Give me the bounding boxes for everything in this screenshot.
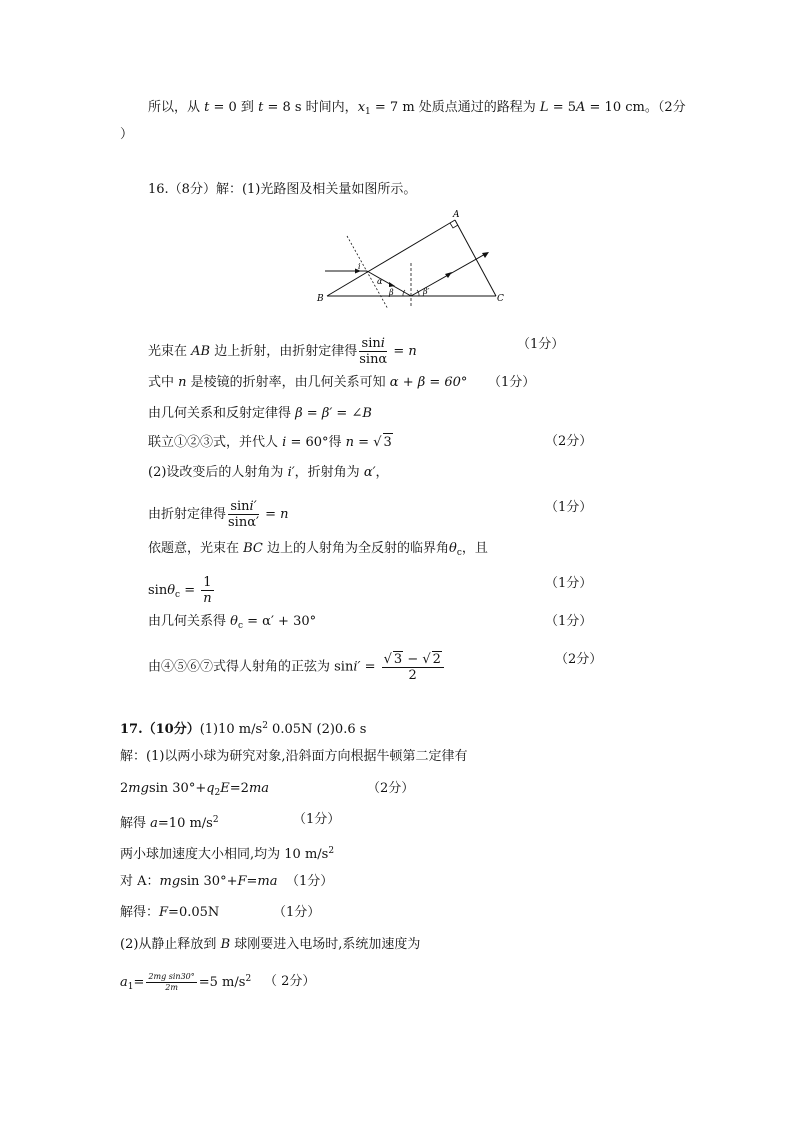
- p17-line-1: 解：(1)以两小球为研究对象,沿斜面方向根据牛顿第二定律有: [120, 749, 468, 764]
- p17-line-6-score: （1分）: [273, 905, 321, 920]
- p17-line-3: 解得 a=10 $m/s^2$: [120, 815, 219, 831]
- p17-line-6: 解得：F=0.05N: [120, 905, 220, 920]
- p16-line-7: 依题意，光束在 BC 边上的人射角为全反射的临界角$\theta_c$，且: [148, 541, 488, 558]
- p16-line-2: 式中 n 是棱镜的折射率，由几何关系可知 α + β = 60°: [148, 375, 468, 390]
- p15-result-line: 所以，从 t = 0 到 t = 8 s 时间内，$x_1 = 7$ m 处质点通过的路程为 L = 5A = 10 cm。（2分: [148, 100, 686, 117]
- p17-line-7: (2)从静止释放到 B 球刚要进入电场时,系统加速度为: [120, 937, 421, 952]
- p16-line-2-score: （1分）: [488, 375, 536, 390]
- p17-line-3-score: （1分）: [293, 812, 341, 827]
- p16-line-1-score: （1分）: [517, 337, 565, 352]
- p17-line-8-score: （ 2分）: [264, 974, 316, 989]
- p16-line-1: 光束在 AB 边上折射，由折射定律得 $\frac{\sin i}{\sin\alpha}$ = n: [148, 336, 417, 367]
- angle-beta-label: β: [389, 288, 394, 297]
- p16-line-9-score: （1分）: [545, 614, 593, 629]
- p17-line-5-score: （1分）: [286, 874, 334, 889]
- angle-i-label: i: [358, 262, 361, 271]
- angle-alpha-label: α: [377, 277, 383, 286]
- p16-line-3: 由几何关系和反射定律得 β = β′ = ∠B: [148, 406, 372, 421]
- p17-heading: 17.（10分）(1)10 $m/s^2$ 0.05N (2)0.6 s: [120, 721, 367, 737]
- p15-result-line-wrap: ）: [120, 127, 134, 142]
- p16-line-8-score: （1分）: [545, 576, 593, 591]
- p16-heading: 16.（8分）解：(1)光路图及相关量如图所示。: [148, 182, 417, 197]
- p17-line-8: $a_1=$ $\frac{\text{2mg sin30°}}{2m}$ =5 $m/s^2$: [120, 972, 252, 992]
- p16-line-9: 由几何关系得 $\theta_c = \alpha' + 30^\circ$: [148, 614, 317, 631]
- p17-line-5: 对 A：mgsin 30°+F=ma: [120, 874, 278, 889]
- p17-line-4: 两小球加速度大小相同,均为 10 $m/s^2$: [120, 846, 335, 862]
- vertex-c-label: C: [497, 294, 504, 304]
- p16-line-10: 由④⑤⑥⑦式得人射角的正弦为 sini′ = $\frac{√ 3 - √ 2}{2}$: [148, 651, 446, 683]
- p16-line-6: 由折射定律得 $\frac{\sin i'}{\sin\alpha'}$ = n: [148, 499, 289, 530]
- p16-line-8: sinθ$_c$ = $\frac{1}{n}$: [148, 575, 212, 606]
- prism-light-path-figure: [315, 208, 515, 308]
- vertex-a-label: A: [453, 210, 460, 220]
- p16-line-6-score: （1分）: [545, 500, 593, 515]
- vertex-b-label: B: [317, 294, 324, 304]
- p17-line-2: 2mgsin $30^\circ+q_2E=2ma$: [120, 781, 270, 798]
- p16-line-10-score: （2分）: [555, 652, 603, 667]
- p16-line-4: 联立①②③式，并代人 i = 60°得 n = √ 3: [148, 435, 392, 450]
- angle-beta-prime-label: β′: [423, 287, 430, 296]
- p17-line-2-score: （2分）: [367, 781, 415, 796]
- p16-line-5: (2)设改变后的人射角为 i′，折射角为 α′，: [148, 465, 389, 480]
- p16-line-4-score: （2分）: [545, 434, 593, 449]
